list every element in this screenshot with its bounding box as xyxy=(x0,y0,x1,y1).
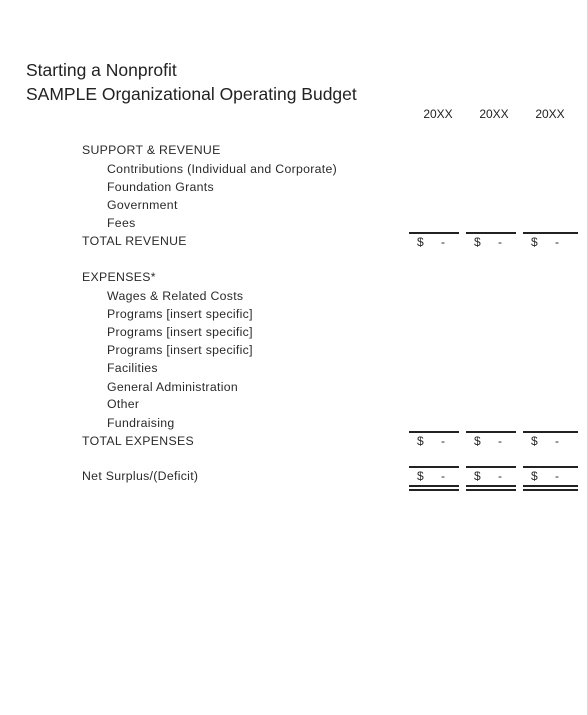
expenses-total-rule xyxy=(466,431,516,433)
net-surplus-double-rule xyxy=(523,485,578,487)
expense-line-item: Wages & Related Costs xyxy=(107,289,244,303)
total-expenses-label: TOTAL EXPENSES xyxy=(82,434,194,448)
net-surplus-label: Net Surplus/(Deficit) xyxy=(82,469,199,483)
amount-value: - xyxy=(441,235,445,249)
net-surplus-top-rule xyxy=(523,466,578,468)
amount-value: - xyxy=(441,434,445,448)
net-surplus-double-rule xyxy=(523,489,578,491)
revenue-total-rule xyxy=(466,232,516,234)
revenue-total-rule xyxy=(409,232,459,234)
amount-value: - xyxy=(441,469,445,483)
net-surplus-double-rule xyxy=(409,485,459,487)
revenue-line-item: Foundation Grants xyxy=(107,180,214,194)
revenue-line-item: Government xyxy=(107,198,178,212)
expenses-total-rule xyxy=(523,431,578,433)
currency-symbol: $ xyxy=(531,434,538,448)
net-surplus-double-rule xyxy=(409,489,459,491)
total-revenue-label: TOTAL REVENUE xyxy=(82,234,187,248)
document-title: Starting a Nonprofit xyxy=(26,60,177,80)
expenses-total-rule xyxy=(409,431,459,433)
net-surplus-double-rule xyxy=(466,489,516,491)
currency-symbol: $ xyxy=(417,469,424,483)
expenses-heading: EXPENSES* xyxy=(82,270,156,284)
currency-symbol: $ xyxy=(474,434,481,448)
amount-value: - xyxy=(555,235,559,249)
amount-value: - xyxy=(498,434,502,448)
currency-symbol: $ xyxy=(531,469,538,483)
net-surplus-top-rule xyxy=(409,466,459,468)
expense-line-item: Programs [insert specific] xyxy=(107,325,253,339)
currency-symbol: $ xyxy=(474,469,481,483)
expense-line-item: Facilities xyxy=(107,361,158,375)
amount-value: - xyxy=(498,235,502,249)
amount-value: - xyxy=(555,469,559,483)
currency-symbol: $ xyxy=(531,235,538,249)
expense-line-item: Programs [insert specific] xyxy=(107,307,253,321)
currency-symbol: $ xyxy=(417,434,424,448)
column-header-year-2: 20XX xyxy=(479,107,509,121)
net-surplus-double-rule xyxy=(466,485,516,487)
column-header-year-3: 20XX xyxy=(535,107,565,121)
expense-line-item: Programs [insert specific] xyxy=(107,343,253,357)
net-surplus-top-rule xyxy=(466,466,516,468)
currency-symbol: $ xyxy=(474,235,481,249)
revenue-line-item: Fees xyxy=(107,216,136,230)
amount-value: - xyxy=(498,469,502,483)
revenue-total-rule xyxy=(523,232,578,234)
support-revenue-heading: SUPPORT & REVENUE xyxy=(82,143,221,157)
column-header-year-1: 20XX xyxy=(423,107,453,121)
expense-line-item: Fundraising xyxy=(107,416,175,430)
expense-line-item: General Administration xyxy=(107,380,238,394)
currency-symbol: $ xyxy=(417,235,424,249)
expense-line-item: Other xyxy=(107,397,140,411)
revenue-line-item: Contributions (Individual and Corporate) xyxy=(107,162,338,176)
amount-value: - xyxy=(555,434,559,448)
document-subtitle: SAMPLE Organizational Operating Budget xyxy=(26,84,357,104)
